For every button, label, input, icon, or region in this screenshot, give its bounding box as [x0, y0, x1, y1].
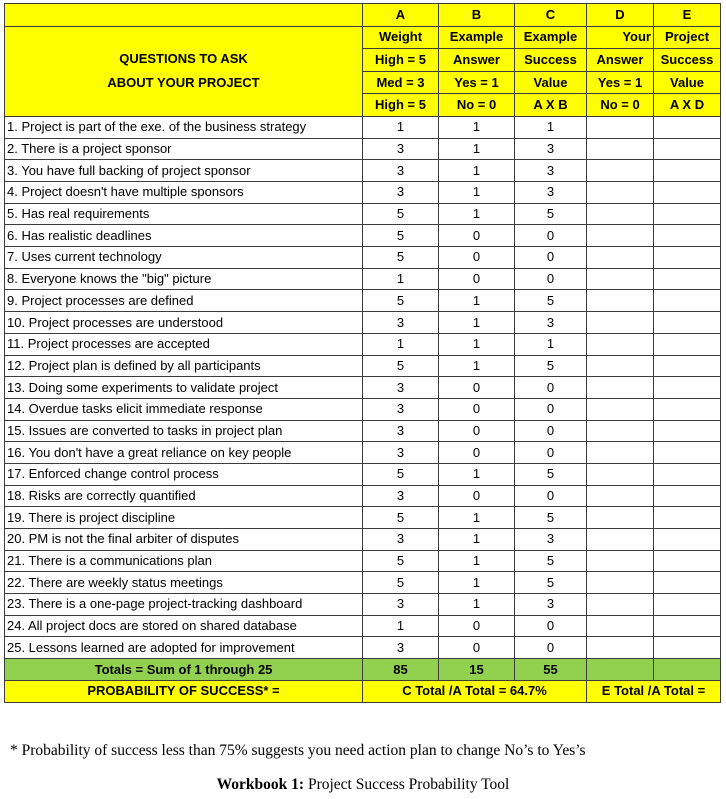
col-c-sub-1: Success — [515, 49, 587, 72]
weight-value: 5 — [363, 507, 439, 529]
your-answer — [587, 550, 654, 572]
col-c-sub-2: Value — [515, 71, 587, 94]
col-a-sub-3: High = 5 — [363, 94, 439, 117]
question-text: 1. Project is part of the exe. of the business strategy — [5, 116, 363, 138]
question-text: 11. Project processes are accepted — [5, 333, 363, 355]
question-text: 15. Issues are converted to tasks in project plan — [5, 420, 363, 442]
your-answer — [587, 398, 654, 420]
question-text: 19. There is project discipline — [5, 507, 363, 529]
caption-text: Project Success Probability Tool — [304, 776, 510, 793]
weight-value: 5 — [363, 203, 439, 225]
question-row — [5, 160, 721, 182]
col-d-sub-3: No = 0 — [587, 94, 654, 117]
question-text: 22. There are weekly status meetings — [5, 572, 363, 594]
project-success-value — [654, 225, 721, 247]
questions-body — [5, 116, 721, 658]
example-success-value: 3 — [515, 312, 587, 334]
question-text: 23. There is a one-page project-tracking dashboard — [5, 594, 363, 616]
weight-value: 5 — [363, 290, 439, 312]
question-text: 4. Project doesn't have multiple sponsors — [5, 182, 363, 204]
question-row — [5, 247, 721, 269]
example-answer: 0 — [439, 398, 515, 420]
weight-value: 5 — [363, 463, 439, 485]
weight-value: 3 — [363, 485, 439, 507]
questions-title-line-2: ABOUT YOUR PROJECT — [107, 75, 260, 91]
question-text: 7. Uses current technology — [5, 247, 363, 269]
header-blank-cell — [5, 4, 363, 27]
project-success-value — [654, 398, 721, 420]
total-d — [587, 659, 654, 681]
weight-value: 5 — [363, 572, 439, 594]
weight-value: 1 — [363, 615, 439, 637]
project-success-value — [654, 420, 721, 442]
question-row — [5, 138, 721, 160]
probability-label: PROBABILITY OF SUCCESS* = — [5, 680, 363, 702]
weight-value: 5 — [363, 247, 439, 269]
weight-value: 1 — [363, 116, 439, 138]
your-answer — [587, 247, 654, 269]
question-text: 5. Has real requirements — [5, 203, 363, 225]
success-probability-table — [4, 3, 721, 703]
col-d-title: Your — [587, 26, 654, 49]
weight-value: 3 — [363, 529, 439, 551]
question-row — [5, 615, 721, 637]
questions-title-line-1: QUESTIONS TO ASK — [119, 51, 248, 67]
example-success-value: 3 — [515, 160, 587, 182]
example-answer: 1 — [439, 182, 515, 204]
question-row — [5, 398, 721, 420]
col-b-sub-2: Yes = 1 — [439, 71, 515, 94]
project-success-value — [654, 268, 721, 290]
example-success-value: 5 — [515, 203, 587, 225]
example-success-value: 5 — [515, 290, 587, 312]
weight-value: 1 — [363, 333, 439, 355]
totals-label: Totals = Sum of 1 through 25 — [5, 659, 363, 681]
your-answer — [587, 485, 654, 507]
weight-value: 3 — [363, 420, 439, 442]
example-answer: 1 — [439, 594, 515, 616]
question-text: 14. Overdue tasks elicit immediate response — [5, 398, 363, 420]
example-success-value: 0 — [515, 442, 587, 464]
project-success-value — [654, 182, 721, 204]
your-answer — [587, 463, 654, 485]
your-answer — [587, 572, 654, 594]
example-success-value: 3 — [515, 182, 587, 204]
example-answer: 1 — [439, 290, 515, 312]
question-row — [5, 268, 721, 290]
question-row — [5, 485, 721, 507]
totals-row — [5, 659, 721, 681]
weight-value: 3 — [363, 182, 439, 204]
project-success-value — [654, 485, 721, 507]
col-e-sub-1: Success — [654, 49, 721, 72]
question-text: 17. Enforced change control process — [5, 463, 363, 485]
example-answer: 0 — [439, 225, 515, 247]
example-success-value: 3 — [515, 138, 587, 160]
example-answer: 1 — [439, 463, 515, 485]
col-b-title: Example — [439, 26, 515, 49]
project-success-value — [654, 116, 721, 138]
example-answer: 1 — [439, 529, 515, 551]
project-success-value — [654, 572, 721, 594]
question-row — [5, 463, 721, 485]
example-answer: 1 — [439, 160, 515, 182]
example-success-value: 1 — [515, 333, 587, 355]
question-row — [5, 637, 721, 659]
total-c: 55 — [515, 659, 587, 681]
your-answer — [587, 268, 654, 290]
footnote: * Probability of success less than 75% suggests you need action plan to change No’s to Yes’s — [10, 742, 586, 759]
weight-value: 5 — [363, 355, 439, 377]
project-success-value — [654, 442, 721, 464]
question-row — [5, 333, 721, 355]
project-success-value — [654, 160, 721, 182]
header-letters-row — [5, 4, 721, 27]
weight-value: 5 — [363, 550, 439, 572]
example-answer: 1 — [439, 355, 515, 377]
caption-label: Workbook 1: — [216, 776, 305, 793]
col-a-sub-1: High = 5 — [363, 49, 439, 72]
example-answer: 0 — [439, 247, 515, 269]
example-success-value: 3 — [515, 529, 587, 551]
weight-value: 3 — [363, 594, 439, 616]
weight-value: 3 — [363, 398, 439, 420]
weight-value: 3 — [363, 312, 439, 334]
weight-value: 3 — [363, 637, 439, 659]
question-row — [5, 225, 721, 247]
example-success-value: 0 — [515, 485, 587, 507]
example-success-value: 0 — [515, 377, 587, 399]
project-success-value — [654, 203, 721, 225]
project-success-value — [654, 312, 721, 334]
question-text: 13. Doing some experiments to validate project — [5, 377, 363, 399]
example-success-value: 3 — [515, 594, 587, 616]
question-text: 20. PM is not the final arbiter of disputes — [5, 529, 363, 551]
question-row — [5, 572, 721, 594]
question-text: 3. You have full backing of project sponsor — [5, 160, 363, 182]
weight-value: 3 — [363, 160, 439, 182]
project-success-value — [654, 290, 721, 312]
example-answer: 1 — [439, 507, 515, 529]
question-row — [5, 355, 721, 377]
total-e — [654, 659, 721, 681]
your-answer — [587, 333, 654, 355]
project-success-value — [654, 377, 721, 399]
project-success-value — [654, 355, 721, 377]
example-success-value: 5 — [515, 463, 587, 485]
example-success-value: 0 — [515, 637, 587, 659]
example-success-value: 5 — [515, 355, 587, 377]
question-row — [5, 377, 721, 399]
your-answer — [587, 290, 654, 312]
weight-value: 1 — [363, 268, 439, 290]
example-success-value: 1 — [515, 116, 587, 138]
project-success-value — [654, 615, 721, 637]
example-answer: 1 — [439, 572, 515, 594]
caption — [0, 776, 726, 794]
project-success-value — [654, 247, 721, 269]
col-letter-b: B — [439, 4, 515, 27]
col-d-sub-2: Yes = 1 — [587, 71, 654, 94]
question-text: 24. All project docs are stored on shared database — [5, 615, 363, 637]
question-text: 9. Project processes are defined — [5, 290, 363, 312]
question-text: 12. Project plan is defined by all participants — [5, 355, 363, 377]
col-a-title: Weight — [363, 26, 439, 49]
question-row — [5, 529, 721, 551]
weight-value: 5 — [363, 225, 439, 247]
col-c-sub-3: A X B — [515, 94, 587, 117]
question-row — [5, 507, 721, 529]
question-row — [5, 420, 721, 442]
your-answer — [587, 138, 654, 160]
question-row — [5, 594, 721, 616]
your-answer — [587, 225, 654, 247]
your-answer — [587, 377, 654, 399]
example-answer: 1 — [439, 333, 515, 355]
col-letter-a: A — [363, 4, 439, 27]
your-answer — [587, 442, 654, 464]
example-answer: 1 — [439, 312, 515, 334]
example-success-value: 0 — [515, 615, 587, 637]
question-text: 6. Has realistic deadlines — [5, 225, 363, 247]
question-row — [5, 116, 721, 138]
example-answer: 0 — [439, 615, 515, 637]
example-success-value: 5 — [515, 507, 587, 529]
example-answer: 0 — [439, 637, 515, 659]
project-success-value — [654, 333, 721, 355]
col-e-title: Project — [654, 26, 721, 49]
header-title-row — [5, 26, 721, 49]
probability-e-total: E Total /A Total = — [587, 680, 721, 702]
col-letter-e: E — [654, 4, 721, 27]
questions-header-cell — [5, 26, 363, 116]
your-answer — [587, 594, 654, 616]
total-b: 15 — [439, 659, 515, 681]
col-d-sub-1: Answer — [587, 49, 654, 72]
project-success-value — [654, 550, 721, 572]
example-success-value: 0 — [515, 420, 587, 442]
col-e-sub-2: Value — [654, 71, 721, 94]
project-success-value — [654, 637, 721, 659]
question-row — [5, 290, 721, 312]
col-a-sub-2: Med = 3 — [363, 71, 439, 94]
example-answer: 0 — [439, 377, 515, 399]
question-row — [5, 203, 721, 225]
example-answer: 1 — [439, 116, 515, 138]
your-answer — [587, 615, 654, 637]
example-success-value: 0 — [515, 268, 587, 290]
question-text: 10. Project processes are understood — [5, 312, 363, 334]
question-row — [5, 182, 721, 204]
question-text: 21. There is a communications plan — [5, 550, 363, 572]
question-row — [5, 550, 721, 572]
example-success-value: 0 — [515, 398, 587, 420]
col-b-sub-3: No = 0 — [439, 94, 515, 117]
project-success-value — [654, 594, 721, 616]
total-a: 85 — [363, 659, 439, 681]
example-answer: 1 — [439, 138, 515, 160]
project-success-value — [654, 529, 721, 551]
your-answer — [587, 312, 654, 334]
example-success-value: 0 — [515, 225, 587, 247]
col-e-sub-3: A X D — [654, 94, 721, 117]
example-answer: 1 — [439, 550, 515, 572]
question-row — [5, 442, 721, 464]
example-answer: 0 — [439, 485, 515, 507]
probability-c-total: C Total /A Total = 64.7% — [363, 680, 587, 702]
your-answer — [587, 203, 654, 225]
example-answer: 0 — [439, 442, 515, 464]
weight-value: 3 — [363, 377, 439, 399]
project-success-value — [654, 138, 721, 160]
example-answer: 0 — [439, 268, 515, 290]
example-success-value: 5 — [515, 572, 587, 594]
your-answer — [587, 420, 654, 442]
col-c-title: Example — [515, 26, 587, 49]
weight-value: 3 — [363, 442, 439, 464]
question-text: 18. Risks are correctly quantified — [5, 485, 363, 507]
probability-row — [5, 680, 721, 702]
question-row — [5, 312, 721, 334]
example-answer: 1 — [439, 203, 515, 225]
your-answer — [587, 529, 654, 551]
example-success-value: 0 — [515, 247, 587, 269]
col-letter-d: D — [587, 4, 654, 27]
your-answer — [587, 160, 654, 182]
question-text: 25. Lessons learned are adopted for improvement — [5, 637, 363, 659]
your-answer — [587, 637, 654, 659]
your-answer — [587, 116, 654, 138]
your-answer — [587, 182, 654, 204]
your-answer — [587, 507, 654, 529]
example-success-value: 5 — [515, 550, 587, 572]
weight-value: 3 — [363, 138, 439, 160]
project-success-value — [654, 507, 721, 529]
col-letter-c: C — [515, 4, 587, 27]
question-text: 8. Everyone knows the "big" picture — [5, 268, 363, 290]
project-success-value — [654, 463, 721, 485]
your-answer — [587, 355, 654, 377]
example-answer: 0 — [439, 420, 515, 442]
question-text: 2. There is a project sponsor — [5, 138, 363, 160]
question-text: 16. You don't have a great reliance on key people — [5, 442, 363, 464]
col-b-sub-1: Answer — [439, 49, 515, 72]
